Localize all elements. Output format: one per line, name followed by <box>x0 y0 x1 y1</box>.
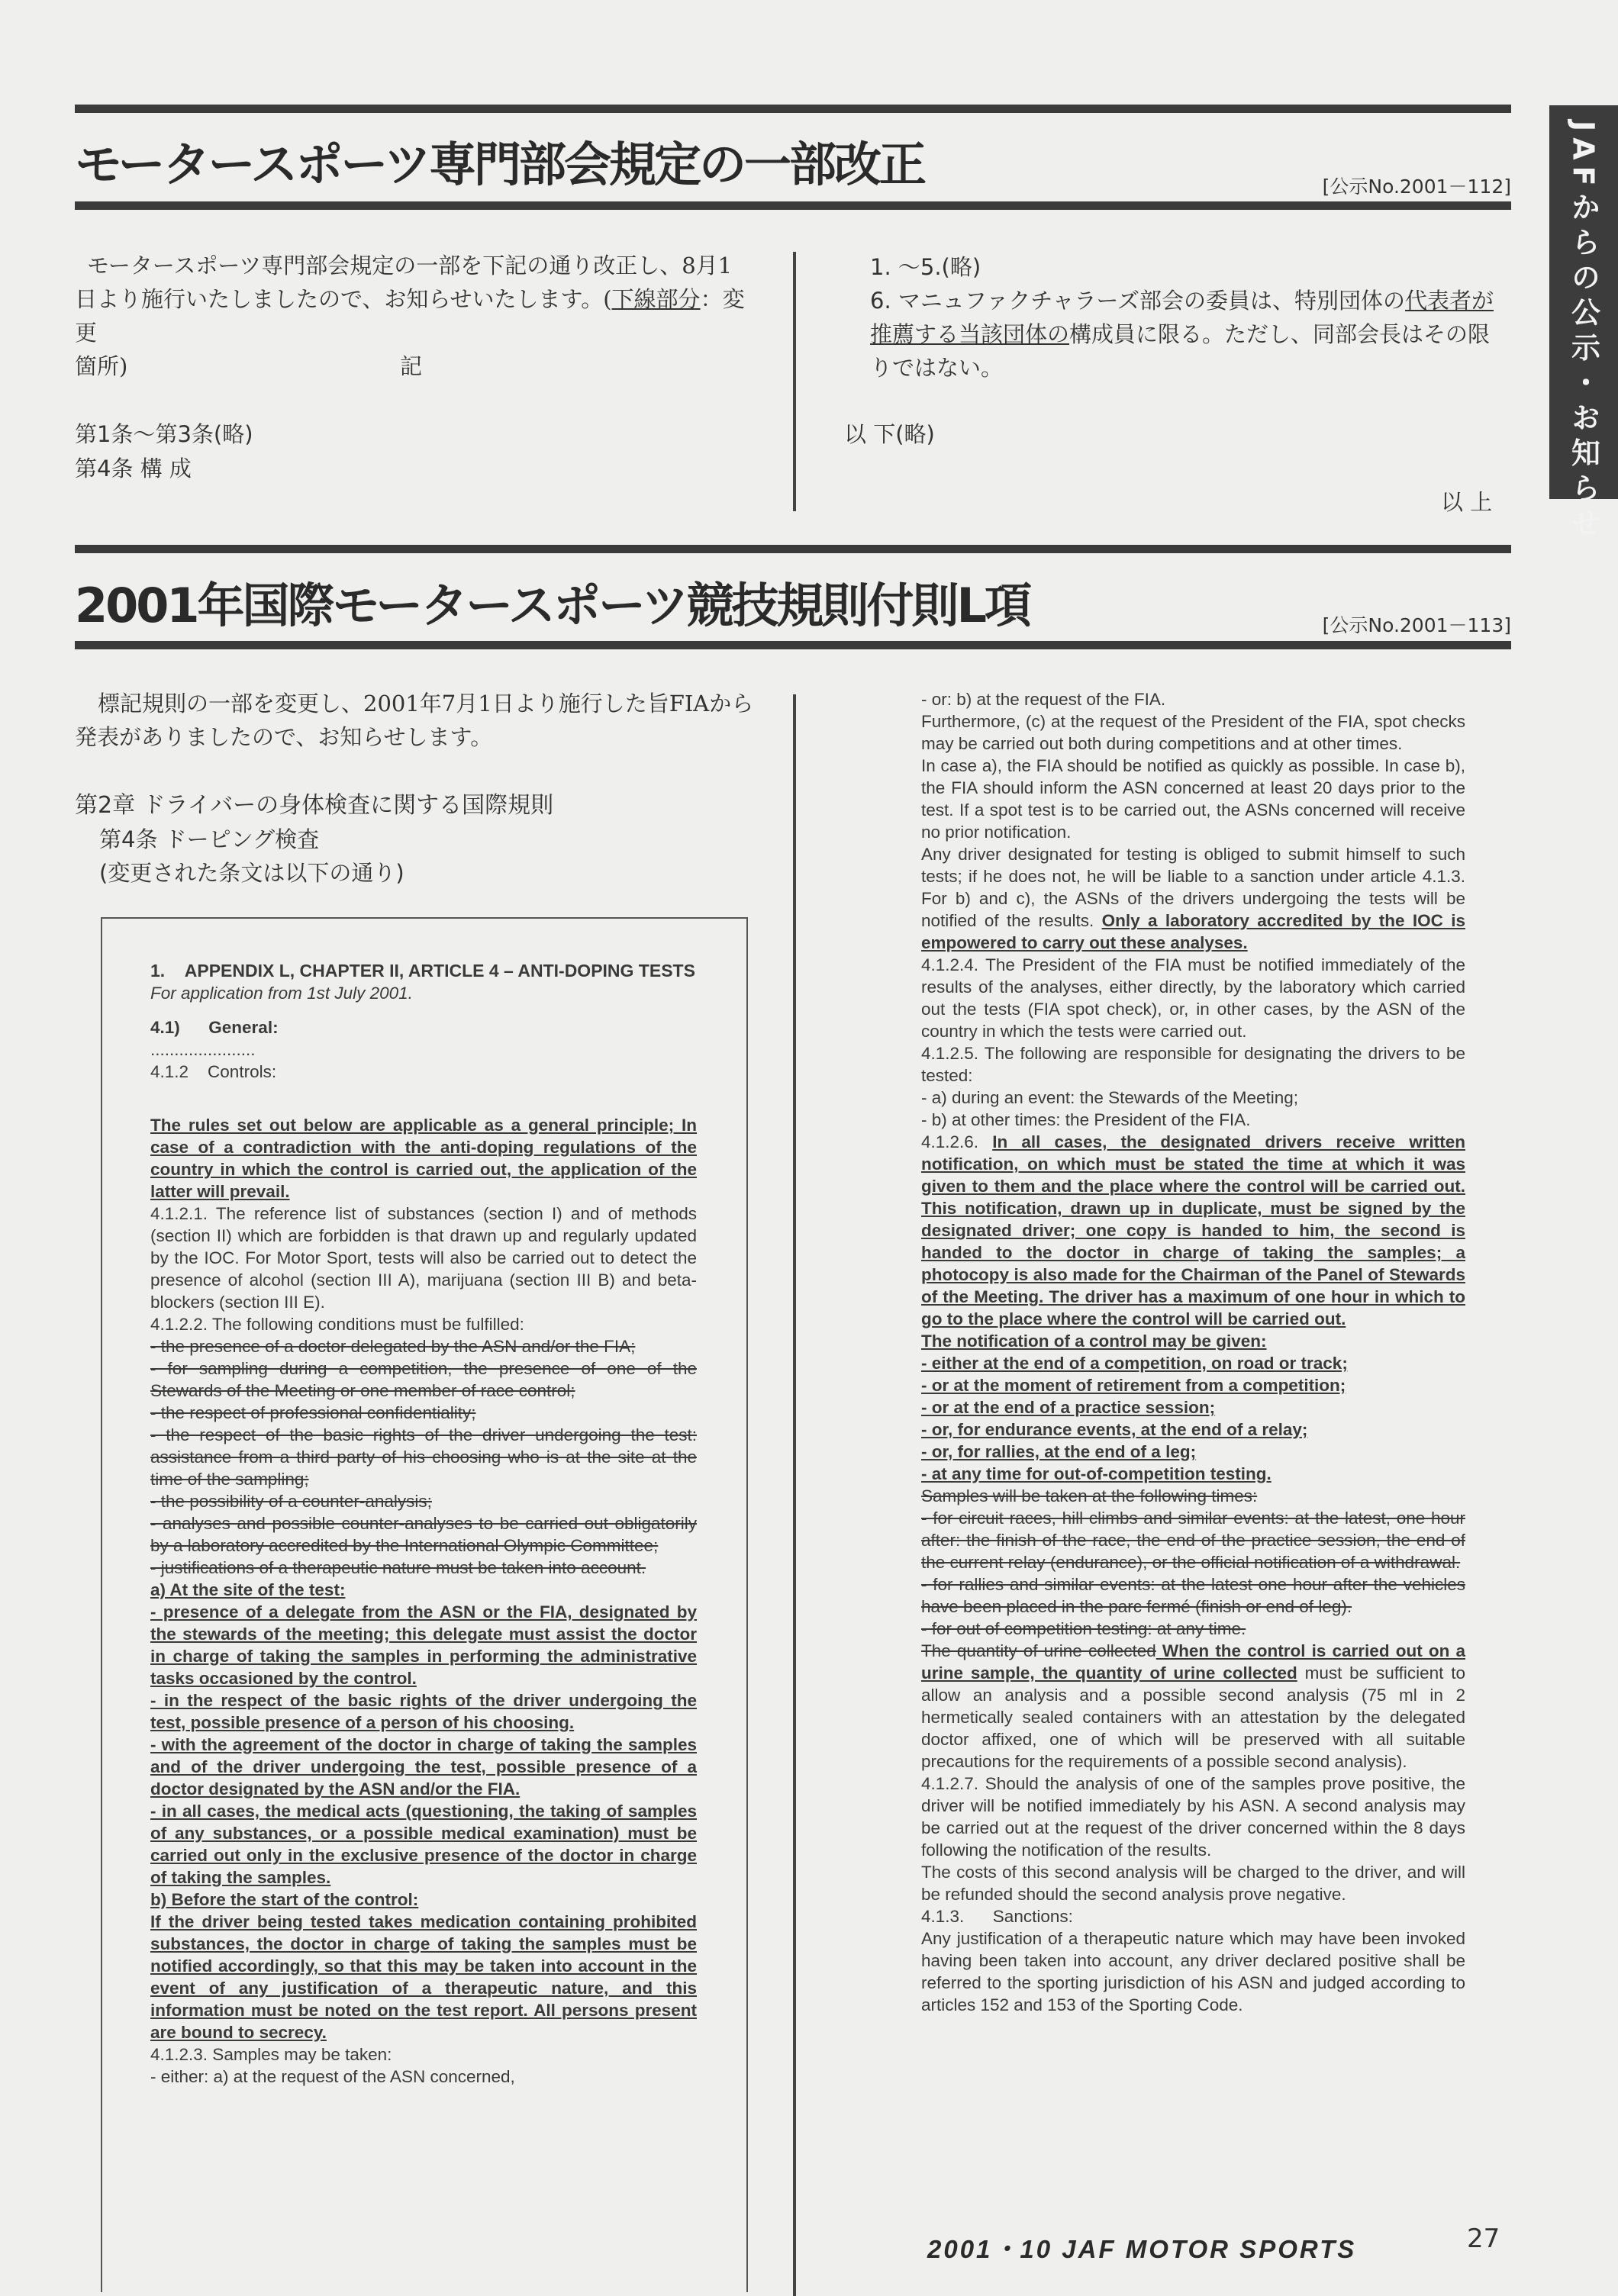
text-run: The notification of a control may be given: <box>921 1332 1267 1351</box>
text-run: - for rallies and similar events: at the latest one hour after the vehicles have been placed in the parc fermé (finish or end of leg). <box>921 1575 1465 1616</box>
paragraph <box>921 1485 1465 1507</box>
text-run: 4.1.2.1. The reference list of substances (section I) and of methods (section II) which are forbidden is that drawn up and regularly updated by the IOC. For Motor Sport, tests will also be carried out to detect the presence of alcohol (section III A), marijuana (section III B) and beta-blockers (section III E). <box>150 1204 697 1312</box>
paragraph <box>150 1424 697 1490</box>
chapter-heading: 第2章 ドライバーの身体検査に関する国際規則 <box>75 792 554 819</box>
text-run: In all cases, the designated drivers receive written notification, on which must be stated the time at which it was given to them and the place where the control will be carried out. This notification, drawn up in duplicate, must be signed by the designated driver; one copy is handed to him, the second is handed to the doctor in charge of taking the samples; a photocopy is also made for the Chairman of the Panel of Stewards of the Meeting. The driver has a maximum of one hour in which to go to the place where the control will be carried out. <box>921 1132 1466 1328</box>
section1-divider <box>793 252 796 511</box>
text-run: - for out of competition testing: at any time. <box>921 1619 1246 1638</box>
paragraph <box>921 1463 1465 1485</box>
paragraph <box>150 1734 697 1800</box>
intro-line-3: 箇所) <box>75 353 128 379</box>
text-run: - the possibility of a counter-analysis; <box>150 1492 432 1511</box>
paragraph <box>150 1203 697 1313</box>
paragraph <box>921 710 1465 755</box>
section1-notice: [公示No.2001－112] <box>1322 176 1511 198</box>
text-run: - at any time for out-of-competition testing. <box>921 1464 1272 1483</box>
paragraph <box>921 755 1465 843</box>
paragraph <box>921 1087 1465 1109</box>
paragraph <box>150 1114 697 1203</box>
paragraph <box>150 1335 697 1357</box>
text-run: 4.1.2.7. Should the analysis of one of the samples prove positive, the driver will be notified immediately by his ASN. A second analysis may be carried out at the request of the driver concerned within the 8 days following the notification of the results. <box>921 1774 1465 1860</box>
text-run: - the respect of professional confidentiality; <box>150 1403 476 1422</box>
text-run: 4.1.2.3. Samples may be taken: <box>150 2045 392 2064</box>
paragraph <box>150 1557 697 1579</box>
section1-title: モータースポーツ専門部会規定の一部改正 <box>75 137 924 192</box>
intro-line-1: モータースポーツ専門部会規定の一部を下記の通り改正し、8月1 <box>87 253 733 279</box>
text-run: - or: b) at the request of the FIA. <box>921 690 1166 709</box>
text-run: - b) at other times: the President of the FIA. <box>921 1110 1251 1129</box>
text-run: a) At the site of the test: <box>150 1580 346 1599</box>
text-run: - or at the moment of retirement from a competition; <box>921 1376 1346 1395</box>
text-run: - analyses and possible counter-analyses to be carried out obligatorily by a laboratory accredited by the International Olympic Committee; <box>150 1514 697 1555</box>
application-date: For application from 1st July 2001. <box>150 984 413 1003</box>
paragraph <box>921 1773 1465 1861</box>
section1-right-col <box>870 250 1511 385</box>
right-item-6-line2 <box>870 317 1511 351</box>
text-run: 4.1.2.2. The following conditions must be fulfilled: <box>150 1315 524 1334</box>
item6-u1: 代表者が <box>1405 288 1494 314</box>
paragraph <box>150 1512 697 1557</box>
appendix-heading: 1. APPENDIX L, CHAPTER II, ARTICLE 4 – ANTI-DOPING TESTS <box>150 961 695 981</box>
paragraph <box>921 1927 1465 2016</box>
omitted-dots: ...................... <box>150 1040 256 1059</box>
text-run: - either: a) at the request of the ASN concerned, <box>150 2067 515 2086</box>
right-english-column <box>921 688 1465 2016</box>
text-run: must be sufficient to allow an analysis and a possible second analysis (75 ml in 2 hermetically sealed containers with an attestation by the delegated doctor affixed, one of which will be preserved with all suitable precautions for the requirements of a possible second analysis). <box>921 1663 1465 1771</box>
text-run: 4.1.3. Sanctions: <box>921 1907 1073 1926</box>
general-heading: 4.1) General: <box>150 1018 279 1037</box>
text-run: - or at the end of a practice session; <box>921 1398 1216 1417</box>
paragraph <box>921 843 1465 954</box>
text-run: - for circuit races, hill climbs and similar events: at the latest, one hour after: the finish of the race, the end of the practice session, the end of the current relay (endurance), or the official notification of a withdrawal. <box>921 1509 1465 1572</box>
right-item-6 <box>870 284 1511 317</box>
paragraph <box>921 1640 1465 1773</box>
text-run: - presence of a delegate from the ASN or the FIA, designated by the stewards of the meeting; this delegate must assist the doctor in charge of taking the samples in performing the administrative tasks occasioned by the control. <box>150 1602 697 1688</box>
paragraph <box>921 1396 1465 1418</box>
section2-top-rule <box>75 545 1511 553</box>
side-tab-label: JAFからの公示・お知らせ <box>1566 121 1600 543</box>
paragraph <box>921 1441 1465 1463</box>
paragraph <box>921 1330 1465 1352</box>
text-run: 4.1.2.5. The following are responsible for designating the drivers to be tested: <box>921 1044 1465 1085</box>
text-run: Only a laboratory accredited by the IOC is empowered to carry out these analyses. <box>921 911 1466 952</box>
paragraph <box>921 1352 1465 1374</box>
item6-b: 構成員に限る。ただし、同部会長はその限 <box>1069 321 1491 347</box>
section2-divider <box>793 694 796 2296</box>
text-run: - or, for endurance events, at the end of a relay; <box>921 1420 1308 1439</box>
section2-intro-2: 発表がありましたので、お知らせします。 <box>75 724 493 750</box>
paragraph <box>921 1905 1465 1927</box>
paragraph <box>150 1601 697 1689</box>
text-run: - in the respect of the basic rights of the driver undergoing the test, possible presence of a person of his choosing. <box>150 1691 697 1732</box>
paragraph <box>150 1579 697 1601</box>
page-number: 27 <box>1467 2224 1500 2254</box>
changed-note: (変更された条文は以下の通り) <box>99 860 404 886</box>
paragraph <box>921 1573 1465 1618</box>
text-run: If the driver being tested takes medication containing prohibited substances, the doctor in charge of taking the samples must be notified accordingly, so that this may be taken into account in the event of any justification of a therapeutic nature, and this information must be noted on the test report. All persons present are bound to secrecy. <box>150 1912 697 2042</box>
paragraph <box>150 1357 697 1402</box>
text-run: In case a), the FIA should be notified as quickly as possible. In case b), the FIA should inform the ASN concerned at least 20 days prior to the test. If a spot test is to be carried out, the ASNs concerned will receive no prior notification. <box>921 756 1465 842</box>
text-run: b) Before the start of the control: <box>150 1890 419 1909</box>
paragraph <box>150 1800 697 1889</box>
intro-tail: ：変更 <box>75 286 745 346</box>
text-run: - in all cases, the medical acts (questioning, the taking of samples of any substances, or a possible medical examination) must be carried out only in the exclusive presence of the doctor in charge of taking the samples. <box>150 1802 697 1887</box>
text-run: - either at the end of a competition, on road or track; <box>921 1354 1348 1373</box>
paragraph <box>921 954 1465 1042</box>
paragraph <box>921 1418 1465 1441</box>
paragraph <box>150 1689 697 1734</box>
paragraph <box>921 1109 1465 1131</box>
paragraph <box>921 1507 1465 1573</box>
paragraph <box>921 1618 1465 1640</box>
text-run: - with the agreement of the doctor in charge of taking the samples and of the driver undergoing the test, possible presence of a doctor designated by the ASN and/or the FIA. <box>150 1735 697 1798</box>
section2-bottom-rule <box>75 641 1511 649</box>
text-run: The quantity of urine collected <box>921 1641 1156 1660</box>
text-run: Any justification of a therapeutic nature which may have been invoked having been taken into account, any driver declared positive shall be referred to the sporting jurisdiction of his ASN and judged according to articles 152 and 153 of the Sporting Code. <box>921 1929 1465 2014</box>
intro-underlined: 下線部分 <box>611 286 701 312</box>
article-heading: 第4条 ドーピング検査 <box>99 826 320 852</box>
box-header <box>150 960 698 1083</box>
text-run: The rules set out below are applicable as a general principle; In case of a contradiction with the anti-doping regulations of the country in which the control is carried out, the application of the latter will prevail. <box>150 1116 697 1201</box>
paragraph <box>921 1861 1465 1905</box>
text-run: Furthermore, (c) at the request of the President of the FIA, spot checks may be carried out both during competitions and at other times. <box>921 712 1465 753</box>
paragraph <box>150 1490 697 1512</box>
controls-heading: 4.1.2 Controls: <box>150 1062 277 1081</box>
paragraph <box>150 1911 697 2043</box>
right-item-1: 1. 〜5.(略) <box>870 254 981 280</box>
text-run: - or, for rallies, at the end of a leg; <box>921 1442 1197 1461</box>
paragraph <box>150 1889 697 1911</box>
text-run: The costs of this second analysis will be charged to the driver, and will be refunded should the second analysis prove negative. <box>921 1863 1465 1904</box>
section1-end: 以 上 <box>1441 489 1493 515</box>
article-1-3: 第1条〜第3条(略) <box>75 421 253 447</box>
text-run: When the control is carried out on a urine sample, the quantity of urine collected <box>921 1641 1465 1683</box>
section2-intro <box>75 687 762 754</box>
item6-u2: 推薦する当該団体の <box>870 321 1070 347</box>
intro-line-2a: 日より施行いたしましたので、お知らせいたします。( <box>75 286 612 312</box>
text-run: 4.1.2.6. <box>921 1132 993 1151</box>
section2-intro-1: 標記規則の一部を変更し、2001年7月1日より施行した旨FIAから <box>98 691 754 716</box>
paragraph <box>921 1131 1465 1330</box>
right-item-6-line3: りではない。 <box>870 355 1004 381</box>
section1-bottom-rule <box>75 201 1511 210</box>
paragraph <box>150 2043 697 2066</box>
text-run: - justifications of a therapeutic nature must be taken into account. <box>150 1558 646 1577</box>
section1-top-rule <box>75 105 1511 113</box>
paragraph <box>150 1402 697 1424</box>
paragraph <box>921 688 1465 710</box>
section2-title: 2001年国際モータースポーツ競技規則付則L項 <box>75 578 1030 633</box>
paragraph <box>150 2066 697 2088</box>
below-omitted: 以 下(略) <box>844 421 935 447</box>
left-english-column <box>150 1114 697 2088</box>
text-run: - for sampling during a competition, the presence of one of the Stewards of the Meeting or one member of race control; <box>150 1359 697 1400</box>
text-run: 4.1.2.4. The President of the FIA must be notified immediately of the results of the analyses, either directly, by the laboratory which carried out the tests (FIA spot check), or, in other cases, by the ASN of the country in which the tests were carried out. <box>921 955 1465 1041</box>
section2-notice: [公示No.2001－113] <box>1322 614 1511 636</box>
text-run: Samples will be taken at the following times: <box>921 1486 1258 1505</box>
intro-line-2 <box>75 282 762 349</box>
paragraph <box>150 1313 697 1335</box>
article-4: 第4条 構 成 <box>75 456 192 481</box>
side-tab <box>1549 105 1618 543</box>
paragraph <box>921 1374 1465 1396</box>
ki-mark: 記 <box>400 353 423 379</box>
text-run: - the presence of a doctor delegated by the ASN and/or the FIA; <box>150 1337 636 1356</box>
text-run: - the respect of the basic rights of the driver undergoing the test: assistance from a third party of his choosing who is at the site at the time of the sampling; <box>150 1425 697 1489</box>
magazine-footer: 2001・10 JAF MOTOR SPORTS <box>927 2235 1357 2263</box>
text-run: Any driver designated for testing is obliged to submit himself to such tests; if he does not, he will be liable to a sanction under article 4.1.3. For b) and c), the ASNs of the drivers undergoing the tests will be notified of the results. <box>921 845 1465 930</box>
text-run: - a) during an event: the Stewards of the Meeting; <box>921 1088 1299 1107</box>
item6-a: 6. マニュファクチャラーズ部会の委員は、特別団体の <box>870 288 1405 314</box>
paragraph <box>921 1042 1465 1087</box>
